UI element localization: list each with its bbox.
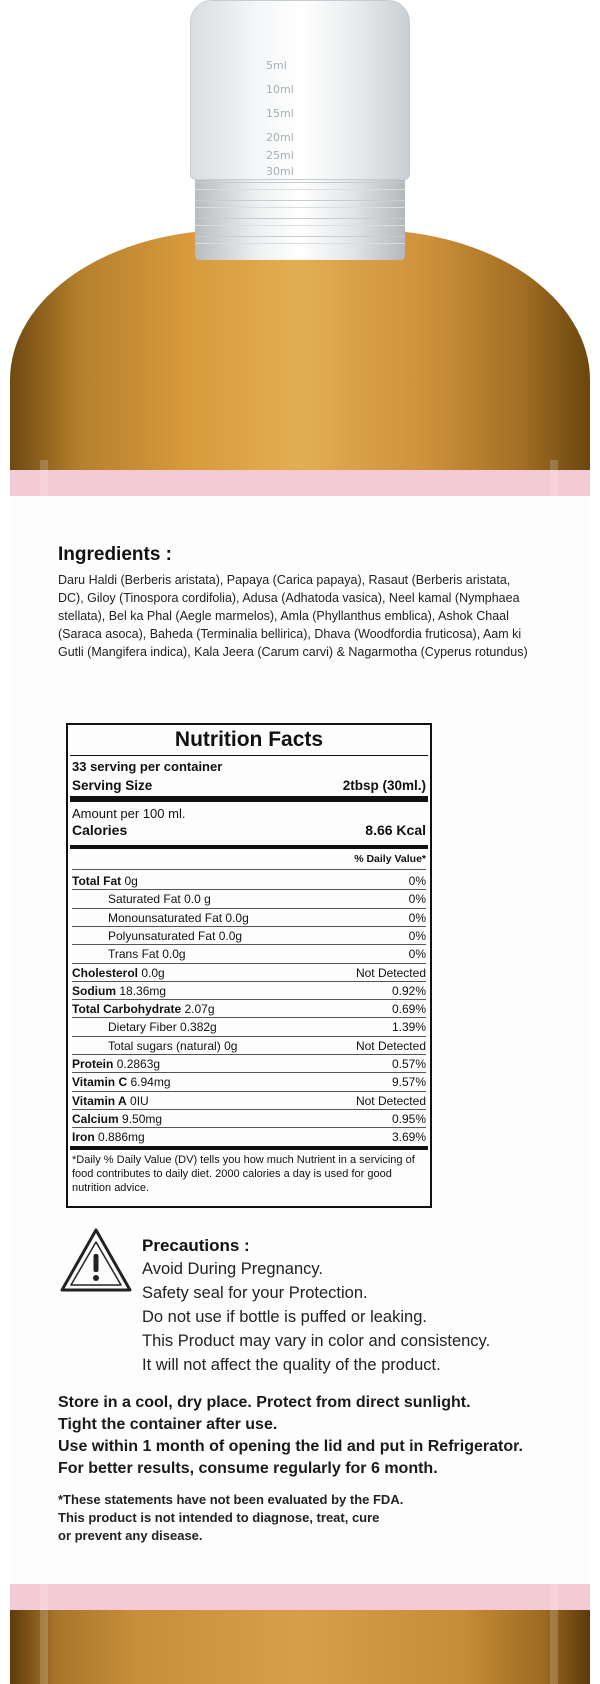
nutrient-name	[72, 1057, 160, 1071]
ingredients-text: Daru Haldi (Berberis aristata), Papaya (Carica papaya), Rasaut (Berberis aristata, DC), Giloy (Tinospora cordifolia), Adusa (Adhatoda vasica), Neel kamal (Nymphaea stellata), Bel ka Phal (Aegle marmelos), Amla (Phyllanthus emblica), Ashok Chaal (Saraca asoca), Baheda (Terminalia bellirica), Dhava (Woodfordia fruticosa), Aam ki Gutli (Mangifera indica), Kala Jeera (Carum carvi) & Nagarmotha (Cyperus rotundus)	[58, 573, 528, 659]
nutrient-name	[72, 1075, 171, 1089]
precaution-line: Do not use if bottle is puffed or leaking.	[142, 1308, 427, 1326]
nutrient-amount: 0.0 g	[184, 892, 211, 907]
label-band-bottom	[10, 1584, 590, 1610]
nutrient-name	[72, 1002, 215, 1016]
calories-value: 8.66 Kcal	[365, 822, 426, 838]
nutrient-amount: 0.2863g	[116, 1057, 161, 1071]
storage-line: Use within 1 month of opening the lid and put in Refrigerator.	[58, 1438, 523, 1455]
nutrient-label: Vitamin A	[72, 1093, 127, 1108]
precaution-line: Avoid During Pregnancy.	[142, 1260, 323, 1278]
serving-size-label: Serving Size	[72, 777, 153, 793]
nutrient-name	[72, 892, 211, 906]
nutrient-row	[72, 945, 426, 963]
nutrient-daily-value: 0%	[408, 910, 426, 925]
nutrient-amount: 0.0g	[141, 965, 165, 980]
nutrient-name	[72, 966, 165, 980]
nutrient-name	[72, 911, 249, 925]
nutrient-row	[72, 964, 426, 982]
nutrient-row	[72, 1018, 426, 1036]
cap-mark: 10ml	[266, 83, 294, 96]
serving-size-row	[72, 776, 426, 794]
storage-line: For better results, consume regularly for 6 month.	[58, 1460, 438, 1477]
nutrient-label: Trans Fat	[108, 947, 159, 962]
serving-size-value: 2tbsp (30ml.)	[342, 777, 426, 793]
fda-disclaimer-line: or prevent any disease.	[58, 1528, 203, 1543]
cap-mark: 20ml	[266, 131, 294, 144]
nutrient-row	[72, 1092, 426, 1110]
nutrient-amount: 0IU	[130, 1093, 149, 1108]
precautions-title: Precautions :	[142, 1236, 250, 1255]
nutrient-amount: 0g	[224, 1038, 238, 1053]
nutrient-daily-value: 0%	[408, 874, 426, 888]
nutrient-label: Cholesterol	[72, 965, 139, 980]
nutrient-name	[72, 874, 138, 888]
nutrient-daily-value: Not Detected	[355, 1038, 426, 1053]
nutrient-label: Total Carbohydrate	[72, 1002, 182, 1017]
nutrient-label: Sodium	[72, 983, 116, 998]
nutrient-name	[72, 984, 166, 998]
cap-mark: 25ml	[266, 149, 294, 162]
servings-per-container: 33 serving per container	[72, 758, 223, 774]
nutrition-title: Nutrition Facts	[174, 728, 324, 751]
warning-triangle-icon	[58, 1226, 134, 1294]
nutrient-name	[72, 1039, 237, 1053]
nutrient-row	[72, 927, 426, 945]
nutrient-amount: 0.382g	[180, 1020, 217, 1035]
nutrition-facts-panel	[66, 723, 432, 1208]
nutrient-amount: 9.50mg	[122, 1111, 163, 1126]
nutrient-label: Monounsaturated Fat	[108, 910, 223, 925]
nutrient-row	[72, 890, 426, 908]
nutrient-amount: 2.07g	[184, 1002, 215, 1017]
precaution-line: It will not affect the quality of the product.	[142, 1356, 441, 1374]
nutrient-row	[72, 1055, 426, 1073]
daily-value-header: % Daily Value*	[354, 853, 426, 865]
nutrition-footnote: *Daily % Daily Value (DV) tells you how much Nutrient in a servicing of food contributes to daily diet. 2000 calories a day is used for good nutrition advice.	[72, 1154, 415, 1194]
nutrient-daily-value: 0.95%	[391, 1111, 426, 1126]
nutrient-daily-value: 0%	[408, 947, 426, 962]
fda-disclaimer-line: *These statements have not been evaluated by the FDA.	[58, 1492, 404, 1507]
nutrient-amount: 0.0g	[218, 928, 243, 943]
cap-mark: 15ml	[266, 107, 294, 120]
nutrient-daily-value: 0%	[408, 928, 426, 943]
cap-mark: 5ml	[266, 59, 287, 72]
precaution-line: This Product may vary in color and consistency.	[142, 1332, 491, 1350]
fda-disclaimer-line: This product is not intended to diagnose, treat, cure	[58, 1510, 380, 1525]
nutrient-name	[72, 1112, 162, 1126]
nutrient-row	[72, 1000, 426, 1018]
nutrient-label: Polyunsaturated Fat	[108, 928, 216, 943]
nutrient-daily-value: 3.69%	[391, 1130, 426, 1145]
amount-per-row: Amount per 100 ml.	[72, 805, 186, 821]
nutrient-name	[72, 1130, 145, 1144]
nutrient-row	[72, 1073, 426, 1091]
nutrient-amount: 0.0g	[162, 947, 186, 962]
nutrient-amount: 0.0g	[225, 910, 249, 925]
nutrient-amount: 18.36mg	[119, 983, 167, 998]
nutrient-label: Saturated Fat	[108, 892, 181, 907]
ingredients-title: Ingredients :	[58, 544, 173, 565]
nutrient-label: Iron	[72, 1130, 95, 1145]
nutrient-name	[72, 947, 186, 961]
nutrient-row	[72, 909, 426, 927]
nutrient-daily-value: 9.57%	[391, 1075, 426, 1090]
precaution-line: Safety seal for your Protection.	[142, 1284, 368, 1302]
nutrient-daily-value: 0.69%	[391, 1002, 426, 1017]
nutrient-label: Protein	[72, 1057, 114, 1071]
nutrient-label: Total sugars (natural)	[108, 1038, 221, 1053]
nutrient-amount: 6.94mg	[130, 1075, 171, 1090]
label-band-top	[10, 470, 590, 496]
calories-row	[72, 821, 426, 839]
nutrient-daily-value: 1.39%	[391, 1020, 426, 1035]
nutrient-daily-value: 0%	[408, 892, 426, 907]
nutrient-daily-value: Not Detected	[355, 965, 426, 980]
calories-label: Calories	[72, 822, 128, 838]
cap-mark: 30ml	[266, 165, 294, 178]
nutrient-row	[72, 1128, 426, 1146]
nutrient-amount: 0g	[124, 874, 138, 888]
nutrient-daily-value: 0.57%	[391, 1057, 426, 1071]
nutrient-name	[72, 1020, 217, 1034]
measuring-cap	[190, 0, 410, 180]
nutrient-row	[72, 982, 426, 1000]
nutrient-name	[72, 1094, 149, 1108]
nutrient-daily-value: Not Detected	[355, 1093, 426, 1108]
nutrient-label: Calcium	[72, 1111, 119, 1126]
storage-line: Store in a cool, dry place. Protect from direct sunlight.	[58, 1394, 471, 1411]
nutrient-label: Total Fat	[72, 874, 122, 888]
nutrient-label: Dietary Fiber	[108, 1020, 177, 1035]
nutrient-row	[72, 1037, 426, 1055]
nutrient-daily-value: 0.92%	[391, 983, 426, 998]
nutrient-row	[72, 872, 426, 890]
nutrient-name	[72, 929, 242, 943]
nutrient-row	[72, 1110, 426, 1128]
nutrient-amount: 0.886mg	[98, 1130, 145, 1145]
storage-line: Tight the container after use.	[58, 1416, 278, 1433]
nutrient-label: Vitamin C	[72, 1075, 128, 1090]
